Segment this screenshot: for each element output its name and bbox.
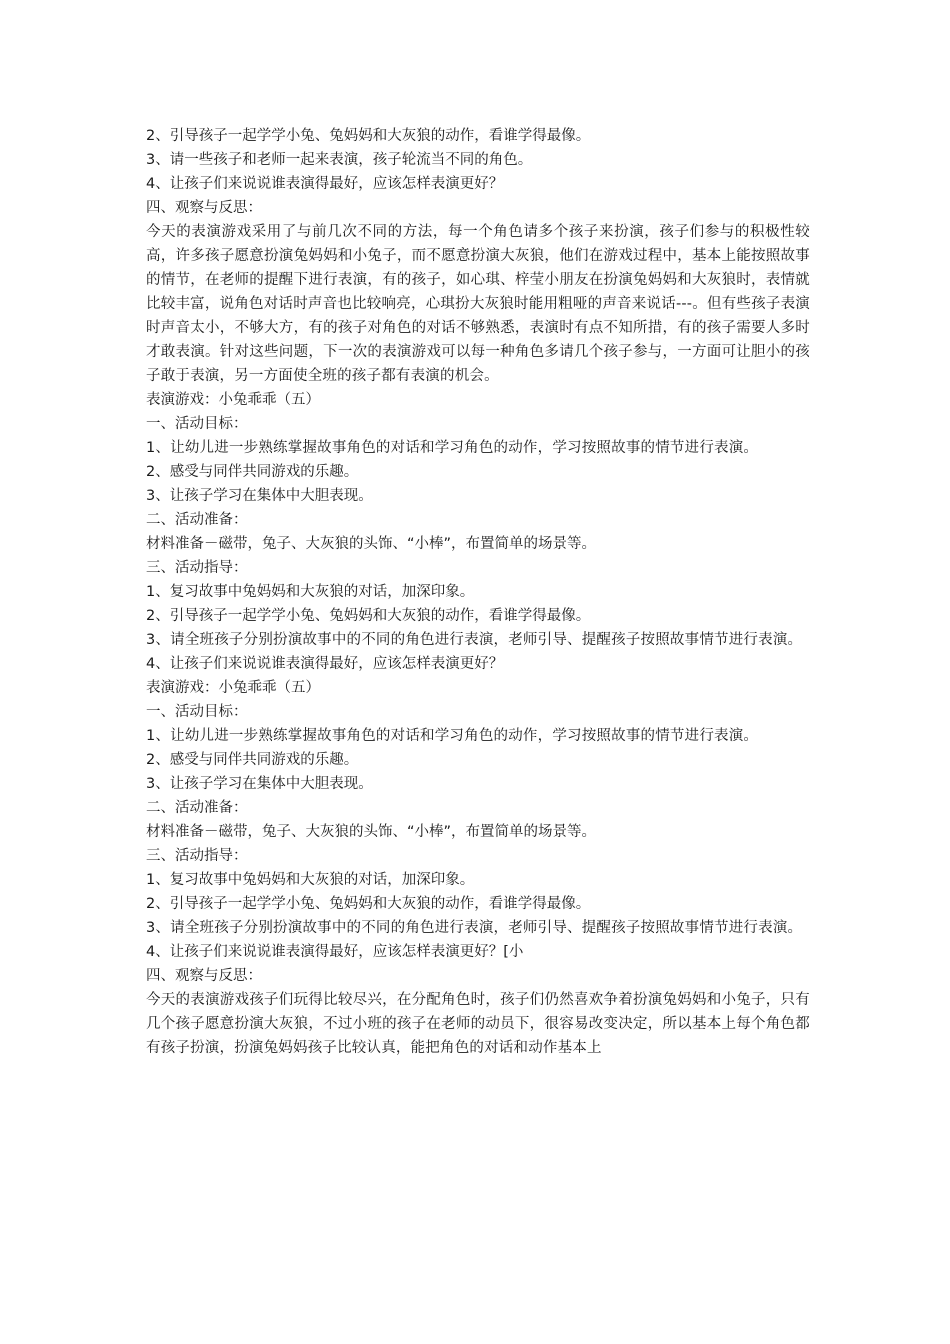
text-line: 1、复习故事中兔妈妈和大灰狼的对话，加深印象。 — [146, 872, 475, 888]
text-line: 材料准备－磁带，兔子、大灰狼的头饰、“小棒”，布置简单的场景等。 — [146, 536, 597, 552]
text-line: 一、活动目标： — [146, 704, 248, 720]
paragraph: 3、请全班孩子分别扮演故事中的不同的角色进行表演，老师引导、提醒孩子按照故事情节进行表演。 — [146, 920, 803, 936]
text-line: 三、活动指导： — [146, 848, 248, 864]
paragraph: 今天的表演游戏孩子们玩得比较尽兴，在分配角色时，孩子们仍然喜欢争着扮演兔妈妈和小兔子，只有几个孩子愿意扮演大灰狼，不过小班的孩子在老师的动员下，很容易改变决定，所以基本上每个角色都有孩子扮演，扮演兔妈妈孩子比较认真，能把角色的对话和动作基本上 — [146, 992, 810, 1056]
paragraph: 今天的表演游戏采用了与前几次不同的方法，每一个角色请多个孩子来扮演，孩子们参与的积极性较高，许多孩子愿意扮演兔妈妈和小兔子，而不愿意扮演大灰狼，他们在游戏过程中，基本上能按照故事的情节，在老师的提醒下进行表演，有的孩子，如心琪、梓莹小朋友在扮演兔妈妈和大灰狼时，表情就比较丰富，说角色对话时声音也比较响亮，心琪扮大灰狼时能用粗哑的声音来说话---。但有些孩子表演时声音太小，不够大方，有的孩子对角色的对话不够熟悉，表演时有点不知所措，有的孩子需要人多时才敢表演。针对这些问题，下一次的表演游戏可以每一种角色多请几个孩子参与，一方面可让胆小的孩子敢于表演，另一方面使全班的孩子都有表演的机会。 — [146, 224, 810, 384]
text-line: 3、让孩子学习在集体中大胆表现。 — [146, 488, 373, 504]
paragraph: 1、让幼儿进一步熟练掌握故事角色的对话和学习角色的动作，学习按照故事的情节进行表演。 — [146, 728, 759, 744]
text-line: 四、观察与反思： — [146, 200, 262, 216]
text-line: 1、复习故事中兔妈妈和大灰狼的对话，加深印象。 — [146, 584, 475, 600]
text-line: 4、让孩子们来说说谁表演得最好，应该怎样表演更好？ — [146, 656, 504, 672]
document-body — [146, 124, 810, 1060]
text-line: 2、引导孩子一起学学小兔、兔妈妈和大灰狼的动作，看谁学得最像。 — [146, 608, 591, 624]
paragraph: 3、请全班孩子分别扮演故事中的不同的角色进行表演，老师引导、提醒孩子按照故事情节进行表演。 — [146, 632, 803, 648]
text-line: 表演游戏：小兔乖乖（五） — [146, 680, 320, 696]
text-line: 2、引导孩子一起学学小兔、兔妈妈和大灰狼的动作，看谁学得最像。 — [146, 896, 591, 912]
text-line: 表演游戏：小兔乖乖（五） — [146, 392, 320, 408]
text-line: 二、活动准备： — [146, 512, 248, 528]
text-line: 3、让孩子学习在集体中大胆表现。 — [146, 776, 373, 792]
text-line: 2、引导孩子一起学学小兔、兔妈妈和大灰狼的动作，看谁学得最像。 — [146, 128, 591, 144]
text-line: 四、观察与反思： — [146, 968, 262, 984]
text-line: 三、活动指导： — [146, 560, 248, 576]
text-line: 4、让孩子们来说说谁表演得最好，应该怎样表演更好？ — [146, 176, 504, 192]
paragraph: 1、让幼儿进一步熟练掌握故事角色的对话和学习角色的动作，学习按照故事的情节进行表演。 — [146, 440, 759, 456]
text-line: 一、活动目标： — [146, 416, 248, 432]
text-line: 2、感受与同伴共同游戏的乐趣。 — [146, 464, 359, 480]
text-line: 4、让孩子们来说说谁表演得最好，应该怎样表演更好？[小 — [146, 944, 524, 960]
text-line: 材料准备－磁带，兔子、大灰狼的头饰、“小棒”，布置简单的场景等。 — [146, 824, 597, 840]
text-line: 二、活动准备： — [146, 800, 248, 816]
text-line: 2、感受与同伴共同游戏的乐趣。 — [146, 752, 359, 768]
text-line: 3、请一些孩子和老师一起来表演，孩子轮流当不同的角色。 — [146, 152, 533, 168]
